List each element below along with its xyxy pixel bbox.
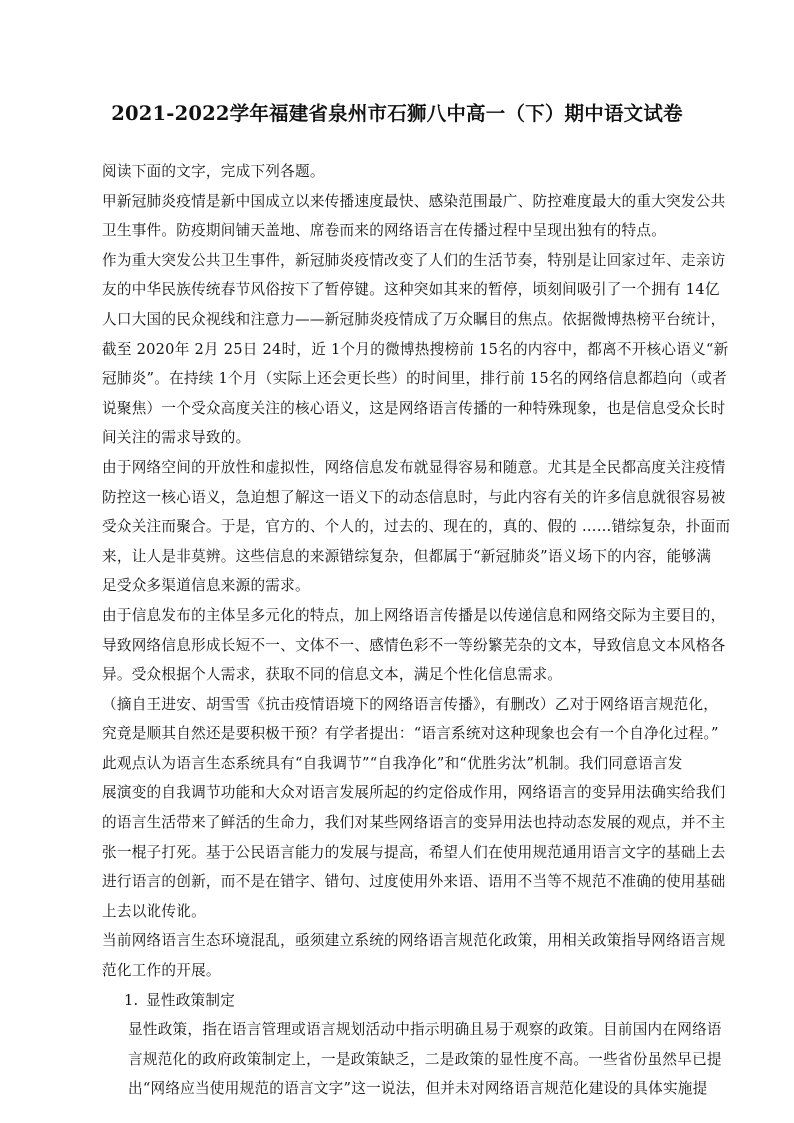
text-line: 究竟是顺其自然还是要积极干预？有学者提出：“语言系统对这种现象也会有一个自净化过程。” — [102, 725, 719, 743]
text-line: 展演变的自我调节功能和大众对语言发展所起的约定俗成作用，网络语言的变异用法确实给我们 — [102, 784, 726, 802]
text-line: 受众关注而聚合。于是，官方的、个人的，过去的、现在的，真的、假的 ……错综复杂，扑面而 — [102, 518, 731, 536]
text-line: 间关注的需求导致的。 — [102, 429, 251, 447]
text-line: 导致网络信息形成长短不一、文体不一、感情色彩不一等纷繁芜杂的文本，导致信息文本风格各 — [102, 636, 726, 654]
text-line: 甲新冠肺炎疫情是新中国成立以来传播速度最快、感染范围最广、防控难度最大的重大突发公共 — [102, 192, 726, 210]
document-title: 2021-2022学年福建省泉州市石狮八中高一（下）期中语文试卷 — [111, 102, 683, 125]
text-line: 人口大国的民众视线和注意力——新冠肺炎疫情成了万众瞩目的焦点。依据微博热榜平台统计， — [102, 310, 726, 328]
indented-text-line: 言规范化的政府政策制定上，一是政策缺乏，二是政策的显性度不高。一些省份虽然早已提 — [128, 1050, 722, 1068]
list-item-heading — [102, 986, 696, 1016]
text-line: 进行语言的创新，而不是在错字、错句、过度使用外来语、语用不当等不规范不准确的使用基础 — [102, 873, 726, 891]
text-line: 张一棍子打死。基于公民语言能力的发展与提高，希望人们在使用规范通用语言文字的基础上去 — [102, 843, 726, 861]
text-line: 阅读下面的文字，完成下列各题。 — [102, 163, 325, 180]
text-line: 由于网络空间的开放性和虚拟性，网络信息发布就显得容易和随意。尤其是全民都高度关注疫情 — [102, 458, 726, 476]
text-line: 的语言生活带来了鲜活的生命力，我们对某些网络语言的变异用法也持动态发展的观点，并不主 — [102, 814, 726, 832]
list-item-number: 1. — [124, 991, 139, 1009]
text-line: 由于信息发布的主体呈多元化的特点，加上网络语言传播是以传递信息和网络交际为主要目的， — [102, 606, 726, 624]
text-line: 截至 2020年 2月 25日 24时，近 1个月的微博热搜榜前 15名的内容中，都离不开核心语义“新 — [102, 340, 729, 358]
text-line: 冠肺炎”。在持续 1个月（实际上还会更长些）的时间里，排行前 15名的网络信息都趋向（或者 — [102, 370, 728, 388]
list-item-label: 显性政策制定 — [146, 991, 236, 1009]
text-line: 来，让人是非莫辨。这些信息的来源错综复杂，但都属于“新冠肺炎”语义场下的内容，能够满 — [102, 547, 712, 565]
text-line: 说聚焦）一个受众高度关注的核心语义，这是网络语言传播的一种特殊现象，也是信息受众长时 — [102, 399, 726, 417]
text-line: 当前网络语言生态环境混乱，亟须建立系统的网络语言规范化政策，用相关政策指导网络语言规 — [102, 932, 726, 950]
text-line: 作为重大突发公共卫生事件，新冠肺炎疫情改变了人们的生活节奏，特别是让回家过年、走亲访 — [102, 251, 726, 269]
document-body — [102, 157, 731, 1104]
text-line: （摘自王进安、胡雪雪《抗击疫情语境下的网络语言传播》，有删改）乙对于网络语言规范化， — [102, 695, 719, 713]
text-line: 上去以讹传讹。 — [102, 902, 206, 920]
text-line: 友的中华民族传统春节风俗按下了暂停键。这种突如其来的暂停，顷刻间吸引了一个拥有 14亿 — [102, 281, 720, 299]
text-line: 此观点认为语言生态系统具有“自我调节”“自我净化”和“优胜劣汰”机制。我们同意语言发 — [102, 754, 683, 772]
text-line: 足受众多渠道信息来源的需求。 — [102, 577, 310, 595]
text-line: 卫生事件。防疫期间铺天盖地、席卷而来的网络语言在传播过程中呈现出独有的特点。 — [102, 222, 667, 240]
text-line: 范化工作的开展。 — [102, 962, 221, 980]
text-line: 异。受众根据个人需求，获取不同的信息文本，满足个性化信息需求。 — [102, 666, 563, 684]
text-line: 防控这一核心语义，急迫想了解这一语义下的动态信息时，与此内容有关的许多信息就很容易被 — [102, 488, 726, 506]
indented-text-line: 出“网络应当使用规范的语言文字”这一说法，但并未对网络语言规范化建设的具体实施提 — [128, 1080, 708, 1098]
indented-text-line: 显性政策，指在语言管理或语言规划活动中指示明确且易于观察的政策。目前国内在网络语 — [128, 1021, 722, 1039]
